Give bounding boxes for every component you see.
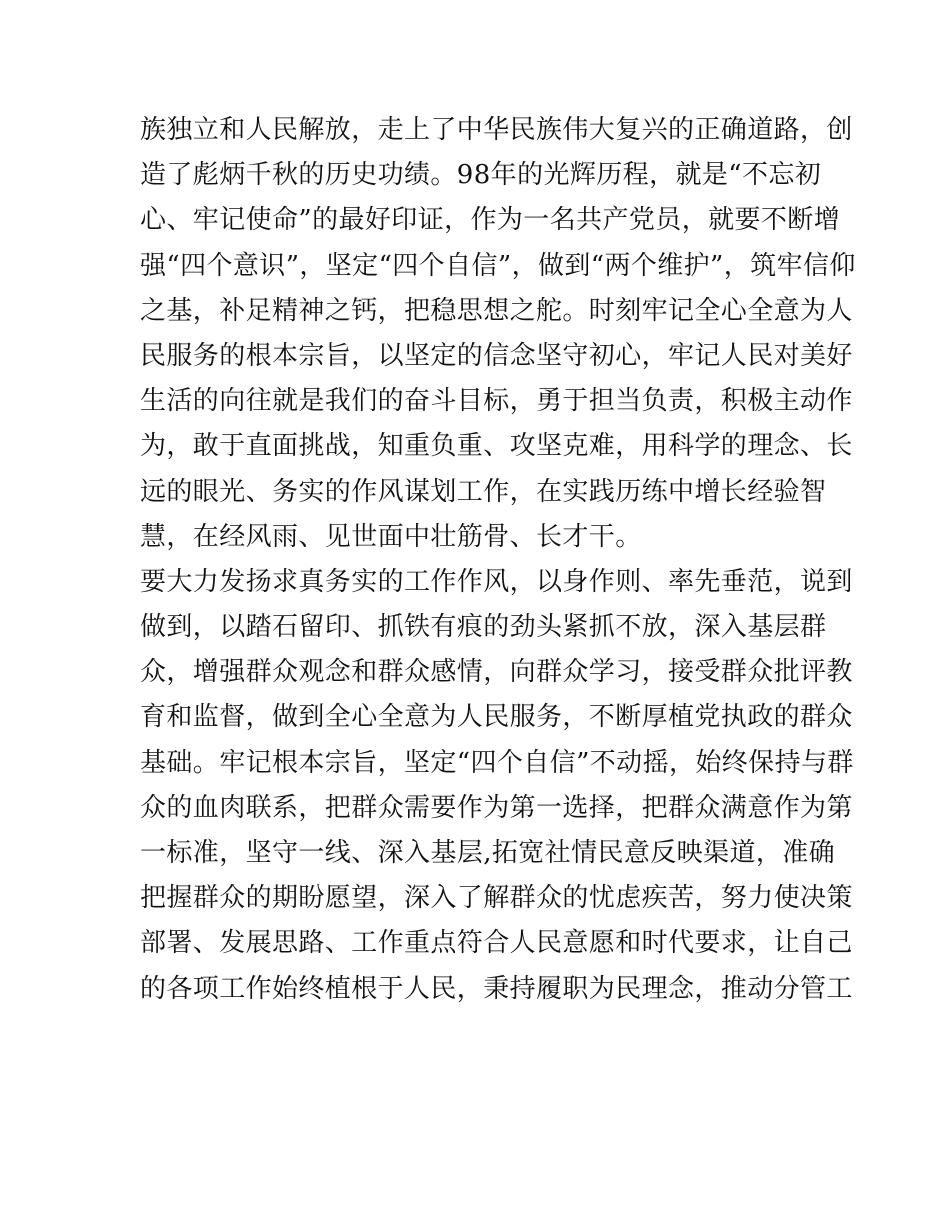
text-line: 远的眼光、务实的作风谋划工作，在实践历练中增长经验智 — [140, 476, 827, 507]
text-line: 之基，补足精神之钙，把稳思想之舵。时刻牢记全心全意为人 — [140, 295, 853, 326]
text-line: 部署、发展思路、工作重点符合人民意愿和时代要求，让自己 — [140, 928, 853, 959]
text-line: 族独立和人民解放，走上了中华民族伟大复兴的正确道路，创 — [140, 115, 853, 145]
text-line: 民服务的根本宗旨，以坚定的信念坚守初心，牢记人民对美好 — [140, 340, 853, 371]
text-line: 为，敢于直面挑战，知重负重、攻坚克难，用科学的理念、长 — [140, 431, 853, 462]
text-line: 要大力发扬求真务实的工作作风，以身作则、率先垂范，说到 — [140, 566, 853, 597]
text-line: 造了彪炳千秋的历史功绩。98年的光辉历程，就是“不忘初 — [140, 160, 822, 191]
text-line: 育和监督，做到全心全意为人民服务，不断厚植党执政的群众 — [140, 702, 853, 733]
text-line: 的各项工作始终植根于人民，秉持履职为民理念，推动分管工 — [140, 973, 853, 1004]
text-line: 一标准，坚守一线、深入基层,拓宽社情民意反映渠道，准确 — [140, 838, 836, 868]
body-text — [140, 108, 856, 1012]
text-line: 强“四个意识”，坚定“四个自信”，做到“两个维护”，筑牢信仰 — [140, 250, 856, 281]
text-line: 基础。牢记根本宗旨，坚定“四个自信”不动摇，始终保持与群 — [140, 747, 854, 778]
text-line: 心、牢记使命”的最好印证，作为一名共产党员，就要不断增 — [140, 205, 841, 236]
text-line: 把握群众的期盼愿望，深入了解群众的忧虑疾苦，努力使决策 — [140, 883, 853, 914]
text-line: 做到，以踏石留印、抓铁有痕的劲头紧抓不放，深入基层群 — [140, 612, 827, 643]
text-line: 生活的向往就是我们的奋斗目标，勇于担当负责，积极主动作 — [140, 386, 853, 417]
text-line: 众，增强群众观念和群众感情，向群众学习，接受群众批评教 — [140, 657, 853, 688]
text-line: 慧，在经风雨、见世面中壮筋骨、长才干。 — [140, 521, 642, 552]
text-line: 众的血肉联系，把群众需要作为第一选择，把群众满意作为第 — [140, 792, 853, 823]
